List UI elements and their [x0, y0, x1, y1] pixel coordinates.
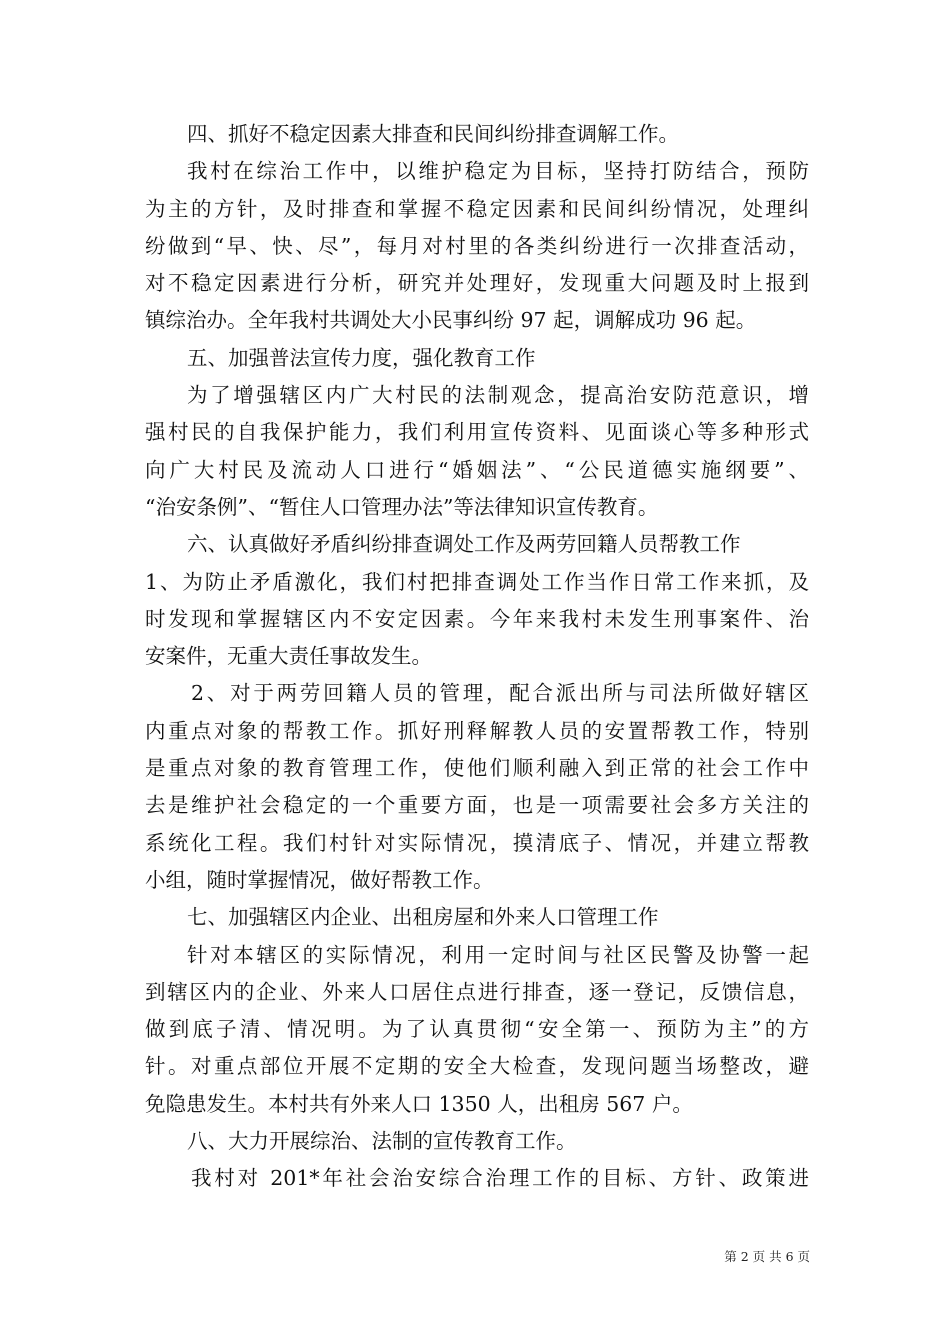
paragraph-line: 我村对 201*年社会治安综合治理工作的目标、方针、政策进: [191, 1166, 809, 1191]
paragraph-line: 安案件，无重大责任事故发生。: [145, 644, 432, 669]
paragraph-line: “治安条例”、“暂住人口管理办法”等法律知识宣传教育。: [145, 494, 659, 519]
paragraph-line: 为了增强辖区内广大村民的法制观念，提高治安防范意识，增: [187, 383, 809, 408]
paragraph-line: 内重点对象的帮教工作。抓好刑释解教人员的安置帮教工作，特别: [145, 718, 809, 743]
paragraph-line: 镇综治办。全年我村共调处大小民事纠纷 97 起，调解成功 96 起。: [145, 308, 757, 333]
paragraph-line: 针。对重点部位开展不定期的安全大检查，发现问题当场整改，避: [145, 1054, 809, 1079]
paragraph-line: 去是维护社会稳定的一个重要方面，也是一项需要社会多方关注的: [145, 793, 809, 818]
paragraph-line: 2、对于两劳回籍人员的管理，配合派出所与司法所做好辖区: [191, 681, 809, 706]
paragraph-line: 为主的方针，及时排查和掌握不稳定因素和民间纠纷情况，处理纠: [145, 196, 809, 221]
section-heading-7: 七、加强辖区内企业、出租房屋和外来人口管理工作: [187, 905, 659, 930]
paragraph-line: 小组，随时掌握情况，做好帮教工作。: [145, 867, 494, 892]
section-heading-8: 八、大力开展综治、法制的宣传教育工作。: [187, 1129, 577, 1154]
paragraph-line: 时发现和掌握辖区内不安定因素。今年来我村未发生刑事案件、治: [145, 606, 809, 631]
section-heading-5: 五、加强普法宣传力度，强化教育工作: [187, 345, 536, 370]
paragraph-line: 到辖区内的企业、外来人口居住点进行排查，逐一登记，反馈信息，: [145, 979, 809, 1004]
paragraph-line: 纷做到“早、快、尽”，每月对村里的各类纠纷进行一次排查活动，: [145, 233, 809, 258]
paragraph-line: 免隐患发生。本村共有外来人口 1350 人，出租房 567 户。: [145, 1091, 693, 1116]
paragraph-line: 强村民的自我保护能力，我们利用宣传资料、见面谈心等多种形式: [145, 420, 809, 445]
page-number-footer: 第 2 页 共 6 页: [724, 1249, 810, 1264]
paragraph-line: 1、为防止矛盾激化，我们村把排查调处工作当作日常工作来抓，及: [145, 569, 809, 594]
paragraph-line: 我村在综治工作中，以维护稳定为目标，坚持打防结合，预防: [187, 159, 809, 184]
paragraph-line: 是重点对象的教育管理工作，使他们顺利融入到正常的社会工作中: [145, 756, 809, 781]
paragraph-line: 向广大村民及流动人口进行“婚姻法”、“公民道德实施纲要”、: [145, 457, 809, 482]
paragraph-line: 对不稳定因素进行分析，研究并处理好，发现重大问题及时上报到: [145, 271, 809, 296]
section-heading-6: 六、认真做好矛盾纠纷排查调处工作及两劳回籍人员帮教工作: [187, 532, 741, 557]
paragraph-line: 针对本辖区的实际情况，利用一定时间与社区民警及协警一起: [187, 942, 809, 967]
document-body: [145, 116, 809, 1198]
paragraph-line: 做到底子清、情况明。为了认真贯彻“安全第一、预防为主”的方: [145, 1017, 809, 1042]
paragraph-line: 系统化工程。我们村针对实际情况，摸清底子、情况，并建立帮教: [145, 830, 809, 855]
section-heading-4: 四、抓好不稳定因素大排查和民间纠纷排查调解工作。: [187, 122, 679, 146]
